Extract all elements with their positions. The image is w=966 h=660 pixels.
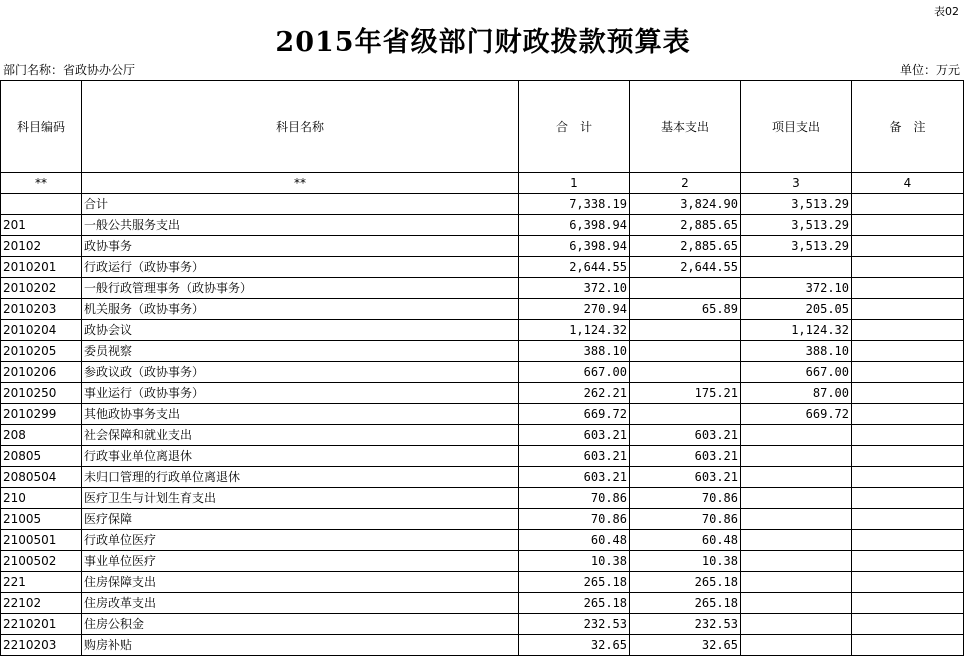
table-row [1, 299, 964, 320]
cell-total[interactable]: 70.86 [519, 488, 630, 509]
index-cell[interactable]: 3 [741, 173, 852, 194]
index-cell[interactable]: 1 [519, 173, 630, 194]
cell-basic[interactable]: 3,824.90 [630, 194, 741, 215]
cell-total[interactable]: 265.18 [519, 572, 630, 593]
cell-project[interactable] [741, 509, 852, 530]
cell-project[interactable]: 3,513.29 [741, 236, 852, 257]
cell-project[interactable]: 388.10 [741, 341, 852, 362]
cell-basic[interactable]: 10.38 [630, 551, 741, 572]
cell-name[interactable]: 事业运行（政协事务） [82, 383, 519, 404]
table-row [1, 320, 964, 341]
cell-total[interactable]: 669.72 [519, 404, 630, 425]
cell-code[interactable]: 2210201 [1, 614, 82, 635]
header-project[interactable]: 项目支出 [741, 81, 852, 173]
table-row [1, 257, 964, 278]
cell-basic[interactable]: 232.53 [630, 614, 741, 635]
cell-name[interactable]: 医疗保障 [82, 509, 519, 530]
cell-basic[interactable]: 32.65 [630, 635, 741, 656]
header-total[interactable]: 合 计 [519, 81, 630, 173]
cell-note[interactable] [852, 530, 964, 551]
page-title: 2015年省级部门财政拨款预算表 [275, 27, 691, 58]
cell-basic[interactable]: 70.86 [630, 509, 741, 530]
cell-name[interactable]: 行政运行（政协事务） [82, 257, 519, 278]
cell-note[interactable] [852, 362, 964, 383]
cell-code[interactable]: 2010206 [1, 362, 82, 383]
cell-code[interactable]: 2010204 [1, 320, 82, 341]
cell-code[interactable]: 2210203 [1, 635, 82, 656]
cell-code[interactable]: 21005 [1, 509, 82, 530]
table-row [1, 593, 964, 614]
cell-basic[interactable]: 65.89 [630, 299, 741, 320]
cell-project[interactable]: 667.00 [741, 362, 852, 383]
cell-code[interactable]: 210 [1, 488, 82, 509]
cell-code[interactable]: 2010202 [1, 278, 82, 299]
cell-name[interactable]: 其他政协事务支出 [82, 404, 519, 425]
cell-name[interactable]: 住房公积金 [82, 614, 519, 635]
header-code[interactable]: 科目编码 [1, 81, 82, 173]
cell-note[interactable] [852, 404, 964, 425]
cell-note[interactable] [852, 635, 964, 656]
header-note[interactable]: 备 注 [852, 81, 964, 173]
table-row [1, 551, 964, 572]
cell-code[interactable]: 221 [1, 572, 82, 593]
table-number: 表02 [934, 5, 959, 18]
index-cell[interactable]: ** [1, 173, 82, 194]
table-row [1, 215, 964, 236]
header-row [1, 81, 964, 173]
cell-name[interactable]: 事业单位医疗 [82, 551, 519, 572]
cell-project[interactable] [741, 446, 852, 467]
cell-total[interactable]: 262.21 [519, 383, 630, 404]
cell-name[interactable]: 住房改革支出 [82, 593, 519, 614]
cell-name[interactable]: 行政单位医疗 [82, 530, 519, 551]
cell-total[interactable]: 6,398.94 [519, 215, 630, 236]
cell-basic[interactable]: 2,644.55 [630, 257, 741, 278]
table-row [1, 236, 964, 257]
cell-basic[interactable] [630, 320, 741, 341]
unit-label: 单位：万元 [899, 63, 960, 77]
cell-basic[interactable] [630, 362, 741, 383]
index-cell[interactable]: ** [82, 173, 519, 194]
cell-name[interactable]: 政协事务 [82, 236, 519, 257]
cell-total[interactable]: 60.48 [519, 530, 630, 551]
cell-basic[interactable]: 175.21 [630, 383, 741, 404]
table-row [1, 530, 964, 551]
cell-total[interactable]: 6,398.94 [519, 236, 630, 257]
table-row [1, 572, 964, 593]
cell-note[interactable] [852, 425, 964, 446]
table-row [1, 635, 964, 656]
cell-total[interactable]: 372.10 [519, 278, 630, 299]
cell-code[interactable]: 2100502 [1, 551, 82, 572]
cell-name[interactable]: 未归口管理的行政单位离退休 [82, 467, 519, 488]
cell-basic[interactable]: 70.86 [630, 488, 741, 509]
cell-code[interactable]: 2010299 [1, 404, 82, 425]
header-name[interactable]: 科目名称 [82, 81, 519, 173]
cell-project[interactable]: 1,124.32 [741, 320, 852, 341]
cell-project[interactable]: 87.00 [741, 383, 852, 404]
table-row [1, 446, 964, 467]
table-row [1, 488, 964, 509]
cell-total[interactable]: 70.86 [519, 509, 630, 530]
cell-note[interactable] [852, 341, 964, 362]
cell-total[interactable]: 603.21 [519, 425, 630, 446]
table-row [1, 383, 964, 404]
table-row [1, 341, 964, 362]
cell-code[interactable]: 201 [1, 215, 82, 236]
header-basic[interactable]: 基本支出 [630, 81, 741, 173]
cell-basic[interactable]: 2,885.65 [630, 215, 741, 236]
cell-project[interactable] [741, 425, 852, 446]
cell-project[interactable]: 372.10 [741, 278, 852, 299]
cell-name[interactable]: 一般行政管理事务（政协事务） [82, 278, 519, 299]
cell-project[interactable] [741, 572, 852, 593]
cell-name[interactable]: 医疗卫生与计划生育支出 [82, 488, 519, 509]
cell-code[interactable]: 20805 [1, 446, 82, 467]
cell-name[interactable]: 委员视察 [82, 341, 519, 362]
cell-name[interactable]: 一般公共服务支出 [82, 215, 519, 236]
cell-project[interactable] [741, 614, 852, 635]
cell-basic[interactable] [630, 404, 741, 425]
index-cell[interactable]: 2 [630, 173, 741, 194]
table-row [1, 404, 964, 425]
cell-code[interactable]: 208 [1, 425, 82, 446]
cell-name[interactable]: 住房保障支出 [82, 572, 519, 593]
cell-basic[interactable]: 265.18 [630, 593, 741, 614]
table-row [1, 467, 964, 488]
table-row [1, 614, 964, 635]
cell-code[interactable]: 20102 [1, 236, 82, 257]
budget-table [0, 80, 964, 656]
cell-basic[interactable] [630, 341, 741, 362]
cell-project[interactable] [741, 635, 852, 656]
department-label: 部门名称：省政协办公厅 [3, 63, 136, 77]
cell-name[interactable]: 购房补贴 [82, 635, 519, 656]
cell-project[interactable] [741, 488, 852, 509]
cell-name[interactable]: 参政议政（政协事务） [82, 362, 519, 383]
table-row [1, 278, 964, 299]
cell-basic[interactable] [630, 278, 741, 299]
cell-note[interactable] [852, 614, 964, 635]
cell-note[interactable] [852, 467, 964, 488]
cell-code[interactable]: 2100501 [1, 530, 82, 551]
cell-basic[interactable]: 60.48 [630, 530, 741, 551]
cell-project[interactable]: 3,513.29 [741, 215, 852, 236]
cell-total[interactable]: 603.21 [519, 467, 630, 488]
cell-basic[interactable]: 603.21 [630, 446, 741, 467]
table-row [1, 194, 964, 215]
cell-total[interactable]: 1,124.32 [519, 320, 630, 341]
index-cell[interactable]: 4 [852, 173, 964, 194]
cell-total[interactable]: 270.94 [519, 299, 630, 320]
cell-name[interactable]: 机关服务（政协事务） [82, 299, 519, 320]
cell-code[interactable]: 2010203 [1, 299, 82, 320]
cell-note[interactable] [852, 299, 964, 320]
cell-code[interactable]: 2010250 [1, 383, 82, 404]
table-row [1, 425, 964, 446]
cell-code[interactable]: 2010205 [1, 341, 82, 362]
cell-note[interactable] [852, 509, 964, 530]
index-row [1, 173, 964, 194]
cell-note[interactable] [852, 320, 964, 341]
cell-project[interactable] [741, 551, 852, 572]
cell-name[interactable]: 合计 [82, 194, 519, 215]
cell-total[interactable]: 232.53 [519, 614, 630, 635]
cell-note[interactable] [852, 236, 964, 257]
cell-note[interactable] [852, 488, 964, 509]
cell-code[interactable] [1, 194, 82, 215]
cell-note[interactable] [852, 593, 964, 614]
cell-total[interactable]: 2,644.55 [519, 257, 630, 278]
cell-note[interactable] [852, 257, 964, 278]
table-row [1, 509, 964, 530]
cell-note[interactable] [852, 194, 964, 215]
cell-basic[interactable]: 2,885.65 [630, 236, 741, 257]
cell-total[interactable]: 265.18 [519, 593, 630, 614]
cell-project[interactable]: 3,513.29 [741, 194, 852, 215]
cell-total[interactable]: 32.65 [519, 635, 630, 656]
cell-note[interactable] [852, 572, 964, 593]
cell-note[interactable] [852, 278, 964, 299]
cell-code[interactable]: 2010201 [1, 257, 82, 278]
cell-basic[interactable]: 603.21 [630, 425, 741, 446]
cell-name[interactable]: 政协会议 [82, 320, 519, 341]
cell-code[interactable]: 2080504 [1, 467, 82, 488]
cell-total[interactable]: 10.38 [519, 551, 630, 572]
cell-project[interactable]: 205.05 [741, 299, 852, 320]
cell-note[interactable] [852, 215, 964, 236]
cell-total[interactable]: 388.10 [519, 341, 630, 362]
cell-note[interactable] [852, 551, 964, 572]
cell-project[interactable] [741, 593, 852, 614]
cell-note[interactable] [852, 383, 964, 404]
cell-name[interactable]: 行政事业单位离退休 [82, 446, 519, 467]
cell-code[interactable]: 22102 [1, 593, 82, 614]
cell-total[interactable]: 603.21 [519, 446, 630, 467]
table-row [1, 362, 964, 383]
cell-basic[interactable]: 603.21 [630, 467, 741, 488]
cell-name[interactable]: 社会保障和就业支出 [82, 425, 519, 446]
cell-basic[interactable]: 265.18 [630, 572, 741, 593]
cell-project[interactable]: 669.72 [741, 404, 852, 425]
cell-note[interactable] [852, 446, 964, 467]
cell-project[interactable] [741, 530, 852, 551]
cell-total[interactable]: 667.00 [519, 362, 630, 383]
cell-project[interactable] [741, 467, 852, 488]
cell-project[interactable] [741, 257, 852, 278]
cell-total[interactable]: 7,338.19 [519, 194, 630, 215]
